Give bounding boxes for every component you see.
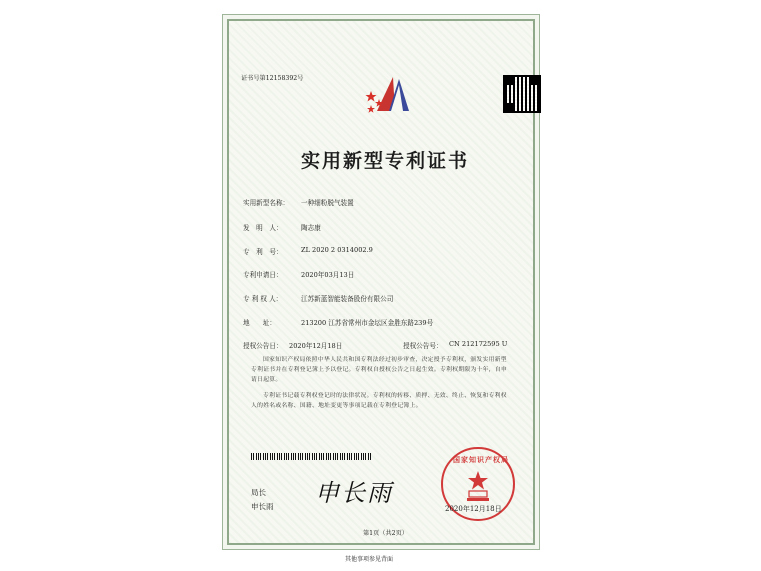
director-name: 申长雨 <box>251 502 274 511</box>
certificate-number: 证书号第12158392号 <box>241 75 304 82</box>
field-value-patent-no: ZL 2020 2 0314002.9 <box>301 246 373 254</box>
statement-paragraph-2: 专利证书记载专利权登记时的法律状况。专利权的转移、质押、无效、终止、恢复和专利权人的姓名或名称、国籍、地址变更等事项记载在专利登记簿上。 <box>251 393 507 409</box>
director-title: 局长 <box>251 488 266 497</box>
grant-date-label: 授权公告日： <box>243 342 283 350</box>
statement-paragraph-1: 国家知识产权局依照中华人民共和国专利法经过初步审查，决定授予专利权，颁发实用新型专利证书并在专利登记簿上予以登记。专利权自授权公告之日起生效。专利权期限为十年，自申请日起算。 <box>251 357 508 383</box>
field-label-patentee: 专 利 权 人： <box>243 295 283 303</box>
seal-date: 2020年12月18日 <box>445 505 502 513</box>
cnipa-logo-icon <box>365 71 411 121</box>
grant-date-value: 2020年12月18日 <box>289 342 343 350</box>
field-label-inventor: 发 明 人： <box>243 224 283 232</box>
field-value-name: 一种细粉脱气装置 <box>301 199 354 207</box>
field-label-patent-no: 专 利 号： <box>243 248 283 256</box>
footer-note: 其他事项参见背面 <box>345 556 394 563</box>
director-signature: 申长雨 <box>315 479 393 507</box>
certificate-frame <box>222 14 540 550</box>
qr-code <box>503 75 541 113</box>
grant-no-label: 授权公告号： <box>403 342 443 350</box>
field-label-filing-date: 专利申请日： <box>243 271 283 279</box>
seal-text: 国家知识产权局 <box>453 455 509 464</box>
barcode <box>251 453 371 460</box>
field-label-name: 实用新型名称： <box>243 199 290 207</box>
field-value-address: 213200 江苏省常州市金坛区金胜东路239号 <box>301 319 434 327</box>
certificate-title: 实用新型专利证书 <box>301 150 470 172</box>
field-value-patentee: 江苏新蓝智能装备股份有限公司 <box>301 295 394 303</box>
field-value-inventor: 陶志康 <box>301 224 321 232</box>
field-value-filing-date: 2020年03月13日 <box>301 271 355 279</box>
grant-no-value: CN 212172595 U <box>449 340 508 348</box>
page-indicator: 第1页（共2页） <box>363 530 408 537</box>
field-label-address: 地 址： <box>243 319 276 327</box>
